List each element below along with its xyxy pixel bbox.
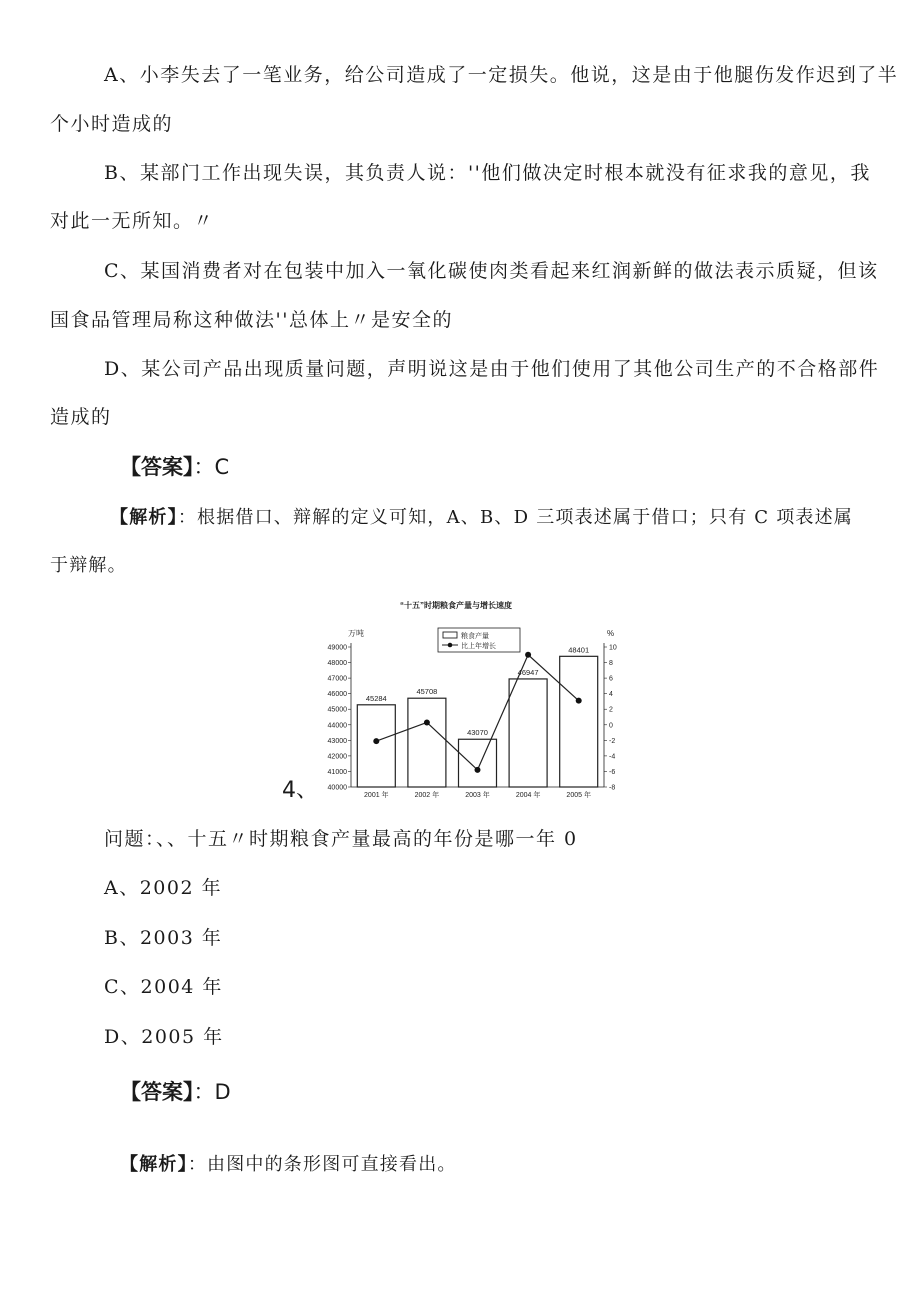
q3-option-b-line2: 对此一无所知。〃 (50, 210, 215, 232)
bar-data-label: 43070 (467, 728, 488, 738)
left-tick-label: 43000 (327, 737, 347, 745)
x-tick-label: 2004 年 (515, 792, 541, 799)
q4-option-d: D、2005 年 (104, 1026, 224, 1048)
left-tick-label: 45000 (327, 706, 347, 714)
q3-analysis-line1: ：根据借口、辩解的定义可知，A、B、D 三项表述属于借口；只有 C 项表述属 (177, 507, 854, 528)
legend-line-label: 比上年增长 (461, 643, 496, 650)
left-tick-label: 47000 (327, 675, 347, 683)
bar-data-label: 48401 (568, 645, 590, 655)
left-tick-label: 46000 (327, 691, 347, 699)
q4-number: 4、 (282, 778, 318, 803)
legend-bar-label: 粮食产量 (461, 633, 489, 640)
q3-answer (120, 452, 229, 482)
bar (408, 698, 446, 787)
right-tick-label: 0 (609, 722, 613, 730)
chart-right-unit: % (607, 629, 615, 638)
q3-option-b-line1: B、某部门工作出现失误，其负责人说：''他们做决定时根本就没有征求我的意见，我 (104, 162, 871, 184)
q3-analysis (110, 505, 853, 531)
left-tick-label: 48000 (327, 660, 347, 668)
q3-option-c-line2: 国食品管理局称这种做法''总体上〃是安全的 (50, 309, 453, 331)
growth-point (576, 698, 582, 704)
x-tick-label: 2002 年 (414, 792, 440, 799)
bar (560, 656, 598, 787)
bar-data-label: 46947 (517, 667, 539, 677)
x-tick-label: 2003 年 (465, 792, 490, 799)
right-tick-label: 8 (609, 660, 613, 668)
chart-title: “十五”时期粮食产量与增长速度 (400, 601, 512, 610)
right-tick-label: 4 (609, 691, 613, 699)
x-tick-label: 2005 年 (566, 792, 591, 799)
q3-answer-tag: 【答案】 (120, 455, 194, 479)
q3-option-c-line1: C、某国消费者对在包装中加入一氧化碳使肉类看起来红润新鲜的做法表示质疑，但该 (104, 260, 879, 282)
q4-option-c: C、2004 年 (104, 976, 223, 998)
bar (459, 739, 497, 787)
q3-option-a-line2: 个小时造成的 (50, 113, 174, 135)
q4-answer-value: ：D (193, 1080, 231, 1104)
right-tick-label: -4 (609, 753, 616, 761)
q3-option-d-line2: 造成的 (50, 406, 112, 428)
bar-data-label: 45708 (416, 687, 438, 697)
grain-chart-svg (276, 590, 636, 805)
growth-point (475, 767, 481, 773)
q3-analysis-line2: 于辩解。 (50, 555, 127, 576)
left-tick-label: 40000 (327, 784, 347, 792)
q4-question: 问题：、、十五〃时期粮食产量最高的年份是哪一年 0 (104, 828, 578, 850)
q3-option-d-line1: D、某公司产品出现质量问题，声明说这是由于他们使用了其他公司生产的不合格部件 (104, 358, 880, 380)
growth-point (373, 738, 379, 744)
q3-option-a-line1: A、小李失去了一笔业务，给公司造成了一定损失。他说，这是由于他腿伤发作迟到了半 (104, 64, 899, 86)
q4-answer (120, 1077, 231, 1107)
right-tick-label: 2 (609, 706, 613, 714)
growth-point (424, 719, 430, 725)
bar (357, 705, 395, 787)
q4-analysis-tag: 【解析】 (120, 1154, 188, 1175)
q4-analysis (120, 1152, 457, 1178)
chart-left-unit: 万吨 (348, 629, 364, 638)
right-tick-label: -2 (609, 737, 616, 745)
legend-line-marker (448, 643, 453, 648)
bar-data-label: 45284 (365, 693, 387, 703)
left-tick-label: 42000 (327, 753, 347, 761)
left-tick-label: 44000 (327, 722, 347, 730)
right-tick-label: 6 (609, 675, 613, 683)
right-tick-label: -8 (609, 784, 616, 792)
q4-analysis-text: ：由图中的条形图可直接看出。 (187, 1154, 457, 1175)
q4-option-b: B、2003 年 (104, 927, 223, 949)
right-tick-label: 10 (609, 644, 617, 652)
q3-answer-value: ：C (193, 455, 230, 479)
q3-analysis-tag: 【解析】 (110, 507, 178, 528)
bar (509, 679, 547, 787)
q4-answer-tag: 【答案】 (120, 1080, 194, 1104)
q4-option-a: A、2002 年 (104, 877, 223, 899)
growth-point (525, 652, 531, 658)
legend-bar-swatch (443, 632, 457, 638)
left-tick-label: 49000 (327, 644, 347, 652)
grain-chart (276, 590, 636, 805)
right-tick-label: -6 (609, 768, 616, 776)
left-tick-label: 41000 (327, 768, 347, 776)
x-tick-label: 2001 年 (364, 792, 389, 799)
